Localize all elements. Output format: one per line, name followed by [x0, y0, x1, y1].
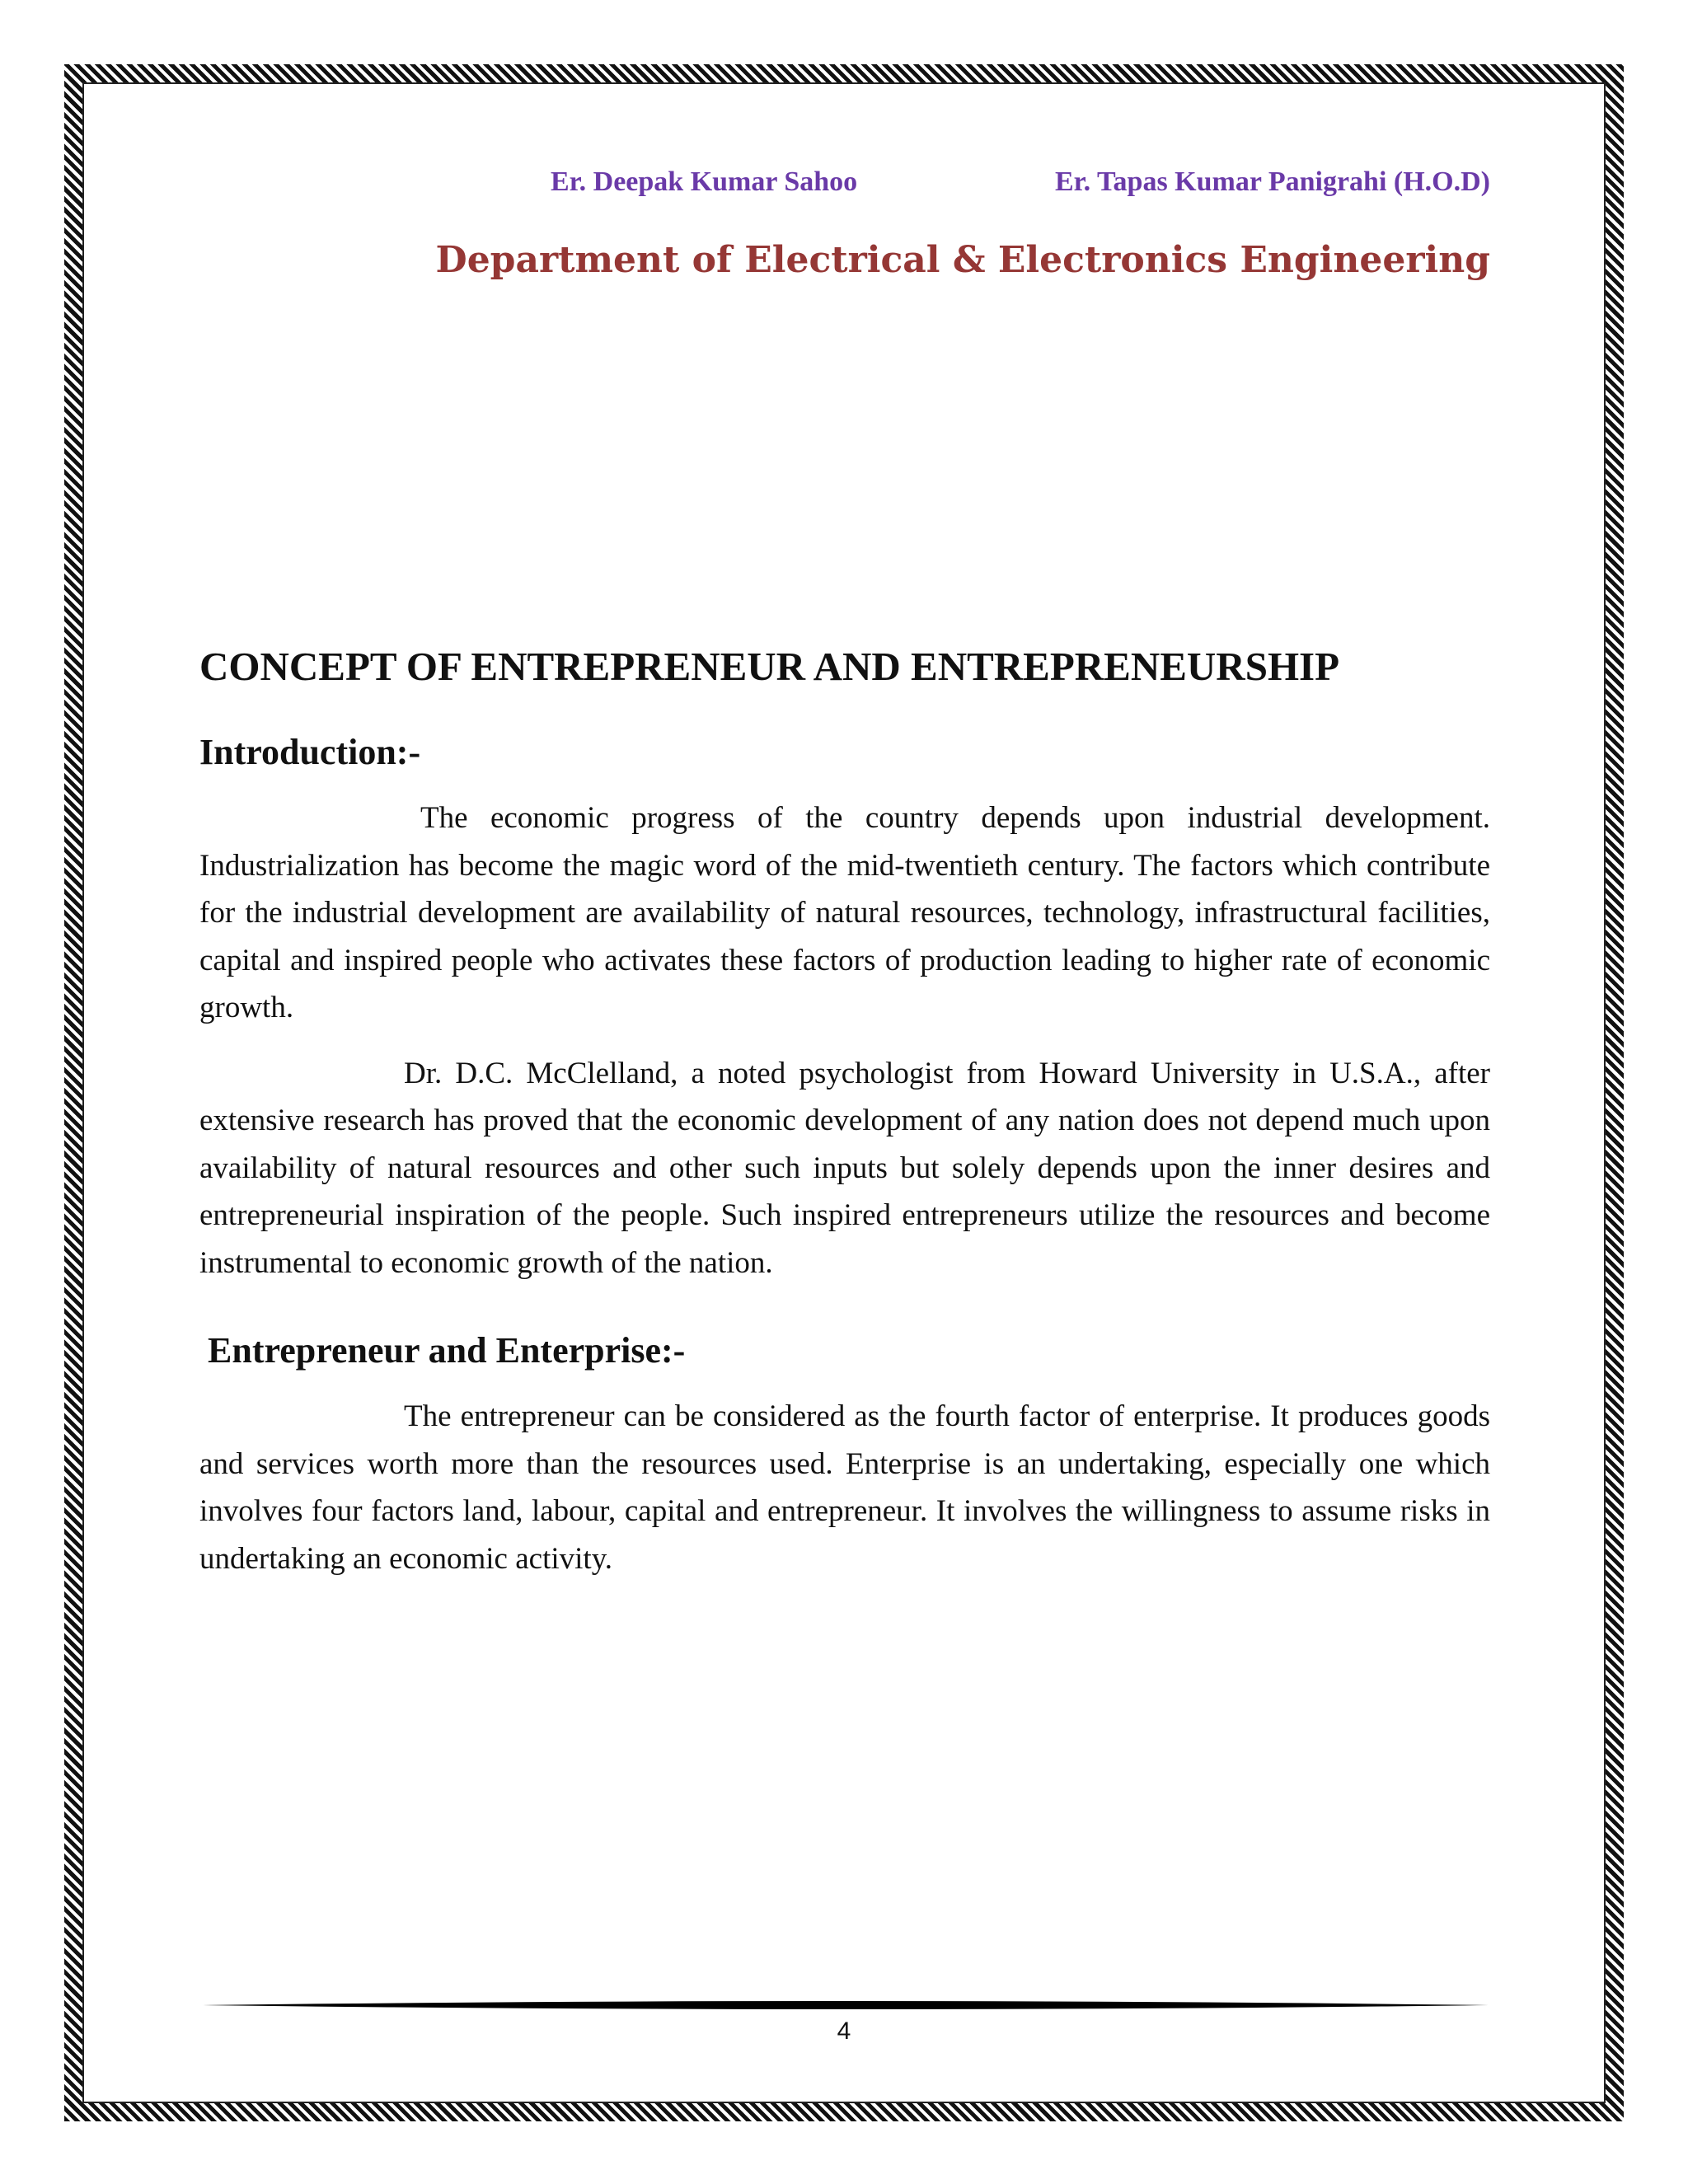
document-title: CONCEPT OF ENTREPRENEUR AND ENTREPRENEURSHIP — [199, 644, 1340, 689]
section-heading-entrepreneur-enterprise: Entrepreneur and Enterprise:- — [208, 1330, 686, 1371]
page-number: 4 — [837, 2018, 851, 2045]
paragraph: Dr. D.C. McClelland, a noted psychologist from Howard University in U.S.A., after extensive research has proved that the economic development of any nation does not depend much upon availability of natural resources and other such inputs but solely depends upon the inner desires and entrepreneurial inspiration of the people. Such inspired entrepreneurs utilize the resources and become instrumental to economic growth of the nation. — [199, 1056, 1490, 1280]
footer-divider — [203, 1999, 1489, 2012]
document-body — [199, 643, 1490, 1601]
section-heading-introduction: Introduction:- — [199, 732, 421, 772]
author-name: Er. Deepak Kumar Sahoo — [551, 166, 858, 197]
paragraph: The entrepreneur can be considered as the fourth factor of enterprise. It produces goods and services worth more than the resources used. Enterprise is an undertaking, especially one which involves four factors land, labour, capital and entrepreneur. It involves the willingness to assume risks in undertaking an economic activity. — [199, 1399, 1490, 1576]
paragraph: The economic progress of the country depends upon industrial development. Industrialization has become the magic word of the mid-twentieth century. The factors which contribute for the industrial development are availability of natural resources, technology, infrastructural facilities, capital and inspired people who activates these factors of production leading to higher rate of economic growth. — [199, 801, 1490, 1024]
author-name-hod: Er. Tapas Kumar Panigrahi (H.O.D) — [1054, 166, 1490, 197]
department-title: Department of Electrical & Electronics Engineering — [435, 239, 1490, 281]
